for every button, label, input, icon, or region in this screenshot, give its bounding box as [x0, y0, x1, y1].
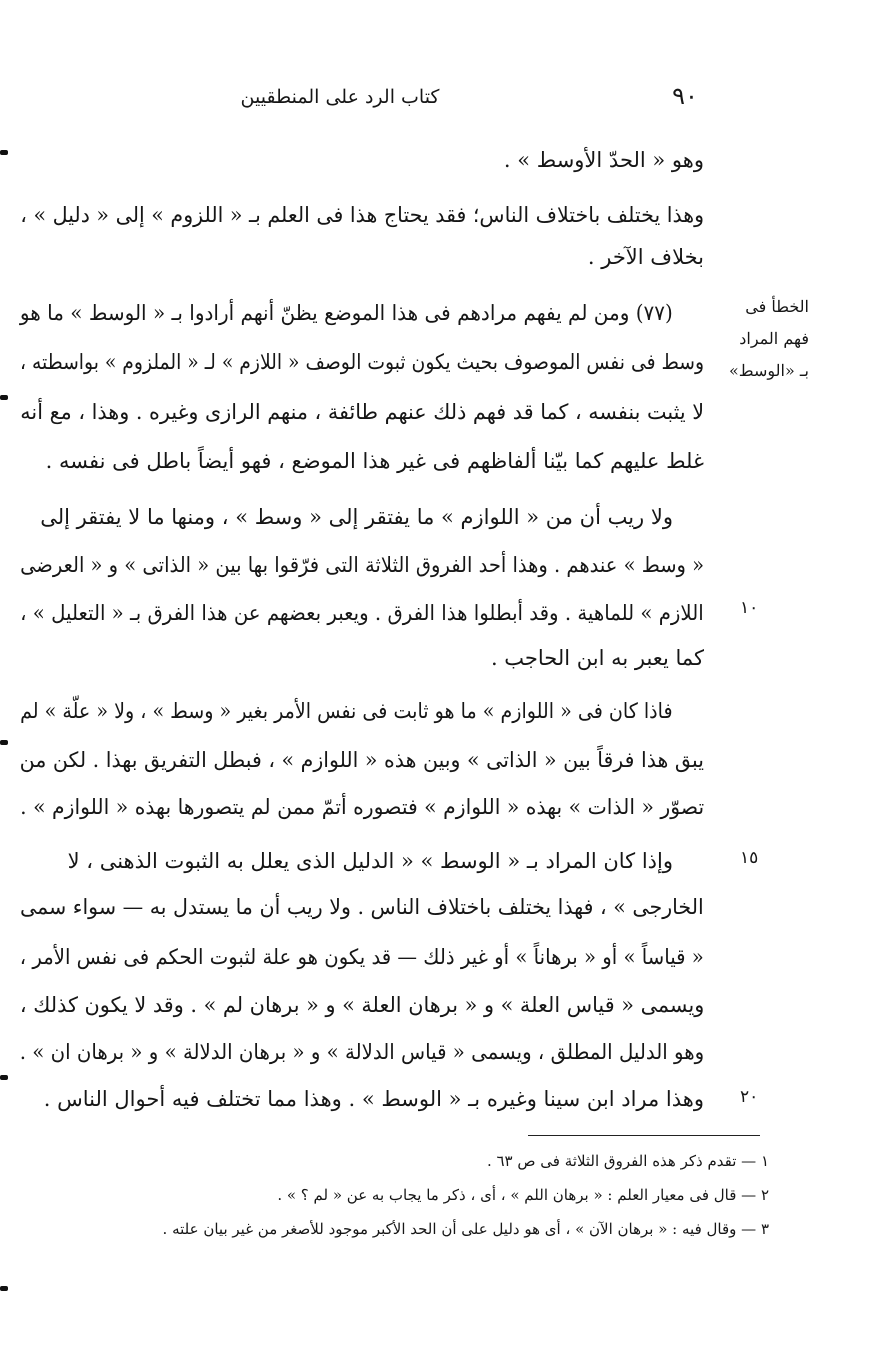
body-line: وسط فى نفس الموصوف بحيث يكون ثبوت الوصف « اللازم » لـ « الملزوم » بواسطته ، [19, 350, 704, 374]
margin-note-line: الخطأ فى [745, 297, 809, 316]
body-line: وهذا يختلف باختلاف الناس؛ فقد يحتاج هذا فى العلم بـ « اللزوم » إلى « دليل » ، [20, 203, 704, 227]
body-line: لا يثبت بنفسه ، كما قد فهم ذلك عنهم طائفة ، منهم الرازى وغيره . وهذا ، مع أنه [20, 400, 704, 424]
body-line: وهذا مراد ابن سينا وغيره بـ « الوسط » . وهذا مما تختلف فيه أحوال الناس . [43, 1087, 704, 1111]
footnote: ٣ — وقال فيه : « برهان الآن » ، أى هو دليل على أن الحد الأكبر موجود للأصغر من غير بيان علته . [162, 1220, 769, 1238]
body-line: فاذا كان فى « اللوازم » ما هو ثابت فى نفس الأمر بغير « وسط » ، ولا « علّة » لم [20, 699, 673, 723]
body-line: بخلاف الآخر . [587, 245, 704, 269]
page-number: ٩٠ [672, 82, 698, 110]
line-number: ١٥ [740, 848, 759, 868]
margin-note-line: فهم المراد [739, 329, 809, 348]
body-line: وهو الدليل المطلق ، ويسمى « قياس الدلالة » و « برهان الدلالة » و « برهان ان » . [19, 1040, 704, 1064]
body-line: « وسط » عندهم . وهذا أحد الفروق الثلاثة التى فرّقوا بها بين « الذاتى » و « العرضى [20, 553, 704, 577]
footnote: ٢ — قال فى معيار العلم : « برهان اللم » ، أى ، ذكر ما يجاب به عن « لم ؟ » . [277, 1186, 769, 1204]
scan-edge-mark [0, 1286, 8, 1291]
body-line: ويسمى « قياس العلة » و « برهان العلة » و « برهان لم » . وقد لا يكون كذلك ، [19, 993, 704, 1017]
body-line: وهو « الحدّ الأوسط » . [503, 148, 704, 172]
body-line: تصوّر « الذات » بهذه « اللوازم » فتصوره أتمّ ممن لم يتصورها بهذه « اللوازم » . [20, 795, 704, 819]
line-number: ٢٠ [740, 1087, 759, 1107]
body-line: اللازم » للماهية . وقد أبطلوا هذا الفرق . ويعبر بعضهم عن هذا الفرق بـ « التعليل » ، [20, 601, 704, 625]
scan-edge-mark [0, 740, 8, 745]
footnote: ١ — تقدم ذكر هذه الفروق الثلاثة فى ص ٦٣ . [486, 1152, 769, 1170]
body-line: غلط عليهم كما بيّنا ألفاظهم فى غير هذا الموضع ، فهو أيضاً باطل فى نفسه . [45, 449, 704, 473]
scan-edge-mark [0, 150, 8, 155]
body-line: (٧٧) ومن لم يفهم مرادهم فى هذا الموضع يظنّ أنهم أرادوا بـ « الوسط » ما هو [20, 301, 673, 325]
body-line: ولا ريب أن من « اللوازم » ما يفتقر إلى « وسط » ، ومنها ما لا يفتقر إلى [40, 505, 673, 529]
body-line: كما يعبر به ابن الحاجب . [490, 646, 704, 670]
body-line: الخارجى » ، فهذا يختلف باختلاف الناس . ولا ريب أن ما يستدل به — سواء سمى [20, 895, 704, 919]
body-line: وإذا كان المراد بـ « الوسط » « الدليل الذى يعلل به الثبوت الذهنى ، لا [67, 849, 673, 873]
margin-note-line: بـ «الوسط» [729, 361, 809, 380]
body-line: يبق هذا فرقاً بين « الذاتى » وبين هذه « اللوازم » ، فبطل التفريق بهذا . لكن من [19, 748, 704, 772]
line-number: ١٠ [740, 598, 759, 618]
body-line: « قياساً » أو « برهاناً » أو غير ذلك — قد يكون هو علة لثبوت الحكم فى نفس الأمر ، [19, 945, 704, 969]
scan-edge-mark [0, 1075, 8, 1080]
scan-edge-mark [0, 395, 8, 400]
footnote-separator [528, 1135, 760, 1136]
running-header-title: كتاب الرد على المنطقيين [240, 86, 440, 108]
